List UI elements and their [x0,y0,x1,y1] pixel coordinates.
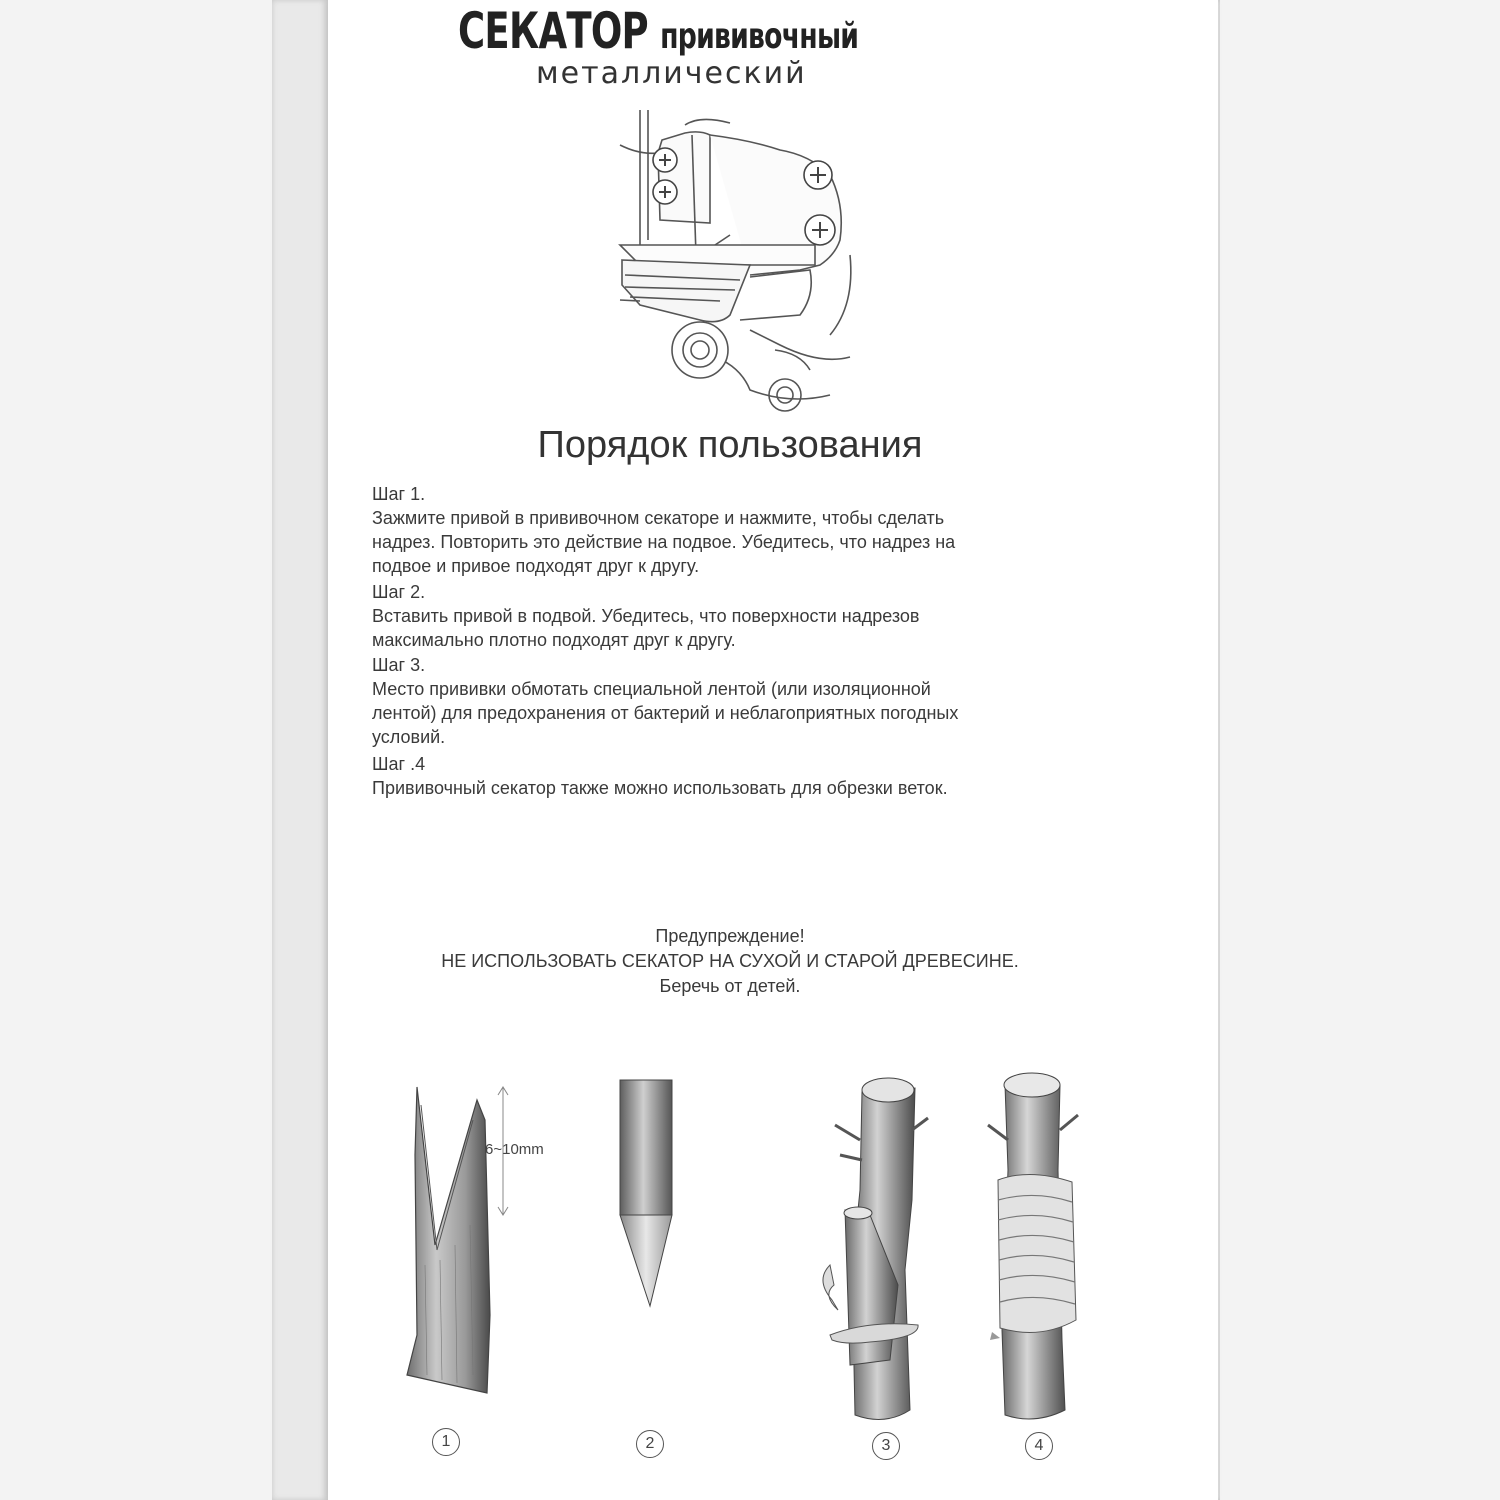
warning-title: Предупреждение! [655,926,805,946]
product-title [458,2,858,60]
wrapped-graft-figure [980,1070,1090,1430]
product-subtitle: металлический [536,56,807,91]
step-text-line: лентой) для предохранения от бактерий и неблагоприятных погодных [372,703,959,723]
usage-heading: Порядок пользования [537,424,923,466]
title-word-2: прививочный [660,16,859,57]
step-text-line: условий. [372,727,446,747]
figure-caption-3: 3 [872,1432,900,1460]
step-4 [372,752,1112,800]
rootstock-v-cut-figure [395,1075,565,1400]
scion-wedge-figure [612,1078,682,1310]
step-label: Шаг .4 [372,754,426,774]
step-2 [372,580,1112,652]
pruner-illustration [600,105,870,430]
step-text-line: подвое и привое подходят друг к другу. [372,556,700,576]
title-word-1: СЕКАТОР [458,2,648,60]
step-label: Шаг 1. [372,484,426,504]
dimension-label: 6~10mm [485,1141,544,1158]
step-text-line: Вставить привой в подвой. Убедитесь, что поверхности надрезов [372,606,920,626]
step-1 [372,482,1112,578]
step-text-line: надрез. Повторить это действие на подвое. Убедитесь, что надрез на [372,532,956,552]
step-text-line: Место прививки обмотать специальной лентой (или изоляционной [372,679,931,699]
figure-caption-1: 1 [432,1428,460,1456]
warning-block [370,924,1090,999]
step-text-line: Прививочный секатор также можно использовать для обрезки веток. [372,778,948,798]
figure-caption-2: 2 [636,1430,664,1458]
step-3 [372,653,1112,749]
step-label: Шаг 3. [372,655,426,675]
figure-caption-4: 4 [1025,1432,1053,1460]
warning-line-2: Беречь от детей. [659,976,801,996]
step-text-line: Зажмите привой в прививочном секаторе и нажмите, чтобы сделать [372,508,945,528]
graft-insertion-figure [810,1070,930,1430]
warning-line-1: НЕ ИСПОЛЬЗОВАТЬ СЕКАТОР НА СУХОЙ И СТАРОЙ ДРЕВЕСИНЕ. [441,951,1019,971]
step-label: Шаг 2. [372,582,426,602]
step-text-line: максимально плотно подходят друг к другу. [372,630,736,650]
